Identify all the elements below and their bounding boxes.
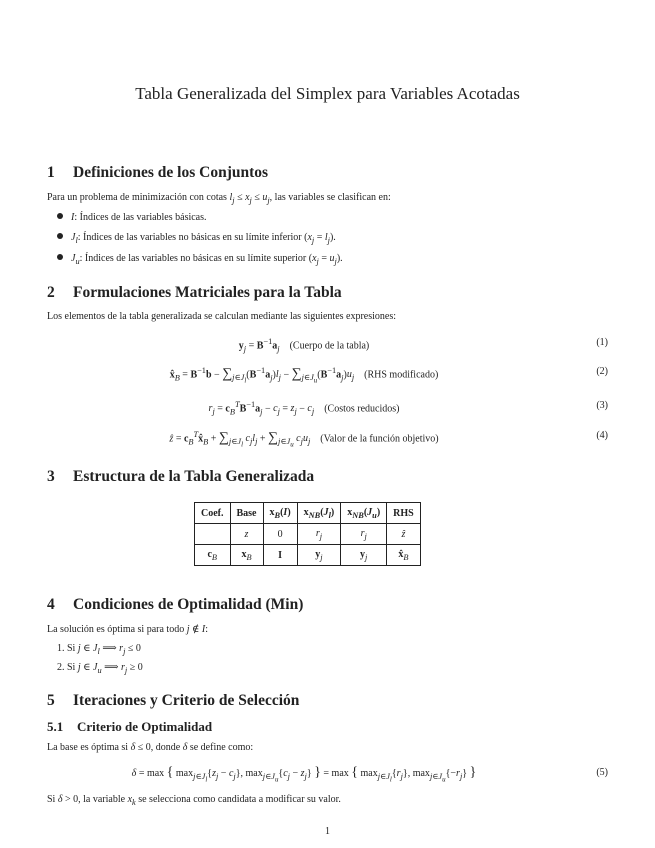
table-cell: $r_j$ [341,524,387,545]
table-cell: $y_j$ [297,545,341,566]
table-cell: $r_j$ [297,524,341,545]
table-cell: $y_j$ [341,545,387,566]
equation-number: (3) [596,400,608,411]
section-number: 5 [47,692,55,709]
table-header: Coef. [195,503,231,524]
subsection-intro: La base es óptima si δ ≤ 0, donde δ se define como: [47,742,254,753]
table-cell: $x̂_B$ [387,545,421,566]
table-cell: $c_B$ [195,545,231,566]
list-item: 2. Si j ∈ $J_u$ ⟹ $r_j \ge 0$ [57,662,143,675]
list-item: I: Índices de las variables básicas. [57,212,207,223]
simplex-table [194,502,421,566]
section-title: Iteraciones y Criterio de Selección [73,692,300,709]
section-number: 4 [47,596,55,613]
page-title: Tabla Generalizada del Simplex para Variables Acotadas [135,84,520,103]
equation-2: $x̂_B = B^{-1}b - \sum_{j\in J_l}(B^{-1}a_j)l_j - \sum_{j\in J_u}(B^{-1}a_j)u_j$ (RHS modificado) [169,366,439,385]
table-header: $x_{NB}(J_l)$ [297,503,341,524]
equation-4: ẑ = $c_B^Tx̂_B + \sum_{j\in J_l}$ $c_jl_j + \sum_{j\in J_u}$ $c_ju_j$ (Valor de la función objetivo) [169,430,439,449]
equation-3: $r_j = c_B^TB^{-1}a_j - c_j = z_j - c_j$ (Costos reducidos) [208,400,400,417]
section-number: 3 [47,468,55,485]
subsection-title: Criterio de Optimalidad [77,719,213,734]
section-4-heading [47,596,303,614]
section-title: Estructura de la Tabla Generalizada [73,468,315,485]
equation-number: (4) [596,430,608,441]
section-1-intro: Para un problema de minimización con cotas $l_j \le x_j \le u_j$, las variables se clasifican en: [47,192,391,205]
equation-1: $y_j = B^{-1}a_j$ (Cuerpo de la tabla) [238,337,370,354]
equation-number: (2) [596,366,608,377]
table-cell: 0 [263,524,297,545]
table-header: RHS [387,503,421,524]
subsection-outro: Si δ > 0, la variable $x_k$ se selecciona como candidata a modificar su valor. [47,794,341,807]
section-2-intro: Los elementos de la tabla generalizada se calculan mediante las siguientes expresiones: [47,311,397,322]
section-title: Condiciones de Optimalidad (Min) [73,596,304,613]
list-item: $J_l$: Índices de las variables no básicas en su límite inferior $(x_j = l_j)$. [57,232,336,245]
section-1-heading [47,164,268,182]
page-number: 1 [325,826,330,837]
subsection-5-1-heading [47,719,212,735]
table-header: Base [230,503,263,524]
section-number: 1 [47,164,55,181]
table-row [195,524,421,545]
equation-number: (5) [596,767,608,778]
table-cell: I [263,545,297,566]
table-header: $x_{NB}(J_u)$ [341,503,387,524]
table-header-row [195,503,421,524]
section-title: Formulaciones Matriciales para la Tabla [73,284,342,301]
list-item: $J_u$: Índices de las variables no básicas en su límite superior $(x_j = u_j)$. [57,253,343,266]
bullet-icon [57,213,63,219]
table-cell: ẑ [387,524,421,545]
section-2-heading [47,284,342,302]
bullet-icon [57,254,63,260]
subsection-number: 5.1 [47,719,64,734]
table-cell: $x_B$ [230,545,263,566]
section-number: 2 [47,284,55,301]
section-4-intro: La solución es óptima si para todo j ∉ I: [47,624,209,635]
section-5-heading [47,692,299,710]
table-cell: z [230,524,263,545]
section-title: Definiciones de los Conjuntos [73,164,269,181]
equation-5: δ = max { $\max_{j\in J_l}\{z_j - c_j\}$, $\max_{j\in J_u}\{c_j - z_j\}$ } = max { $\max_{j\in J_l}\{r_j\}$, $\max_{j\in J_u}\{-r_j\}$ } [131,765,477,784]
equation-number: (1) [596,337,608,348]
section-3-heading [47,468,314,486]
table-row [195,545,421,566]
table-cell [195,524,231,545]
list-item: 1. Si j ∈ $J_l$ ⟹ $r_j \le 0$ [57,643,141,656]
table-header: $x_B(I)$ [263,503,297,524]
bullet-icon [57,233,63,239]
